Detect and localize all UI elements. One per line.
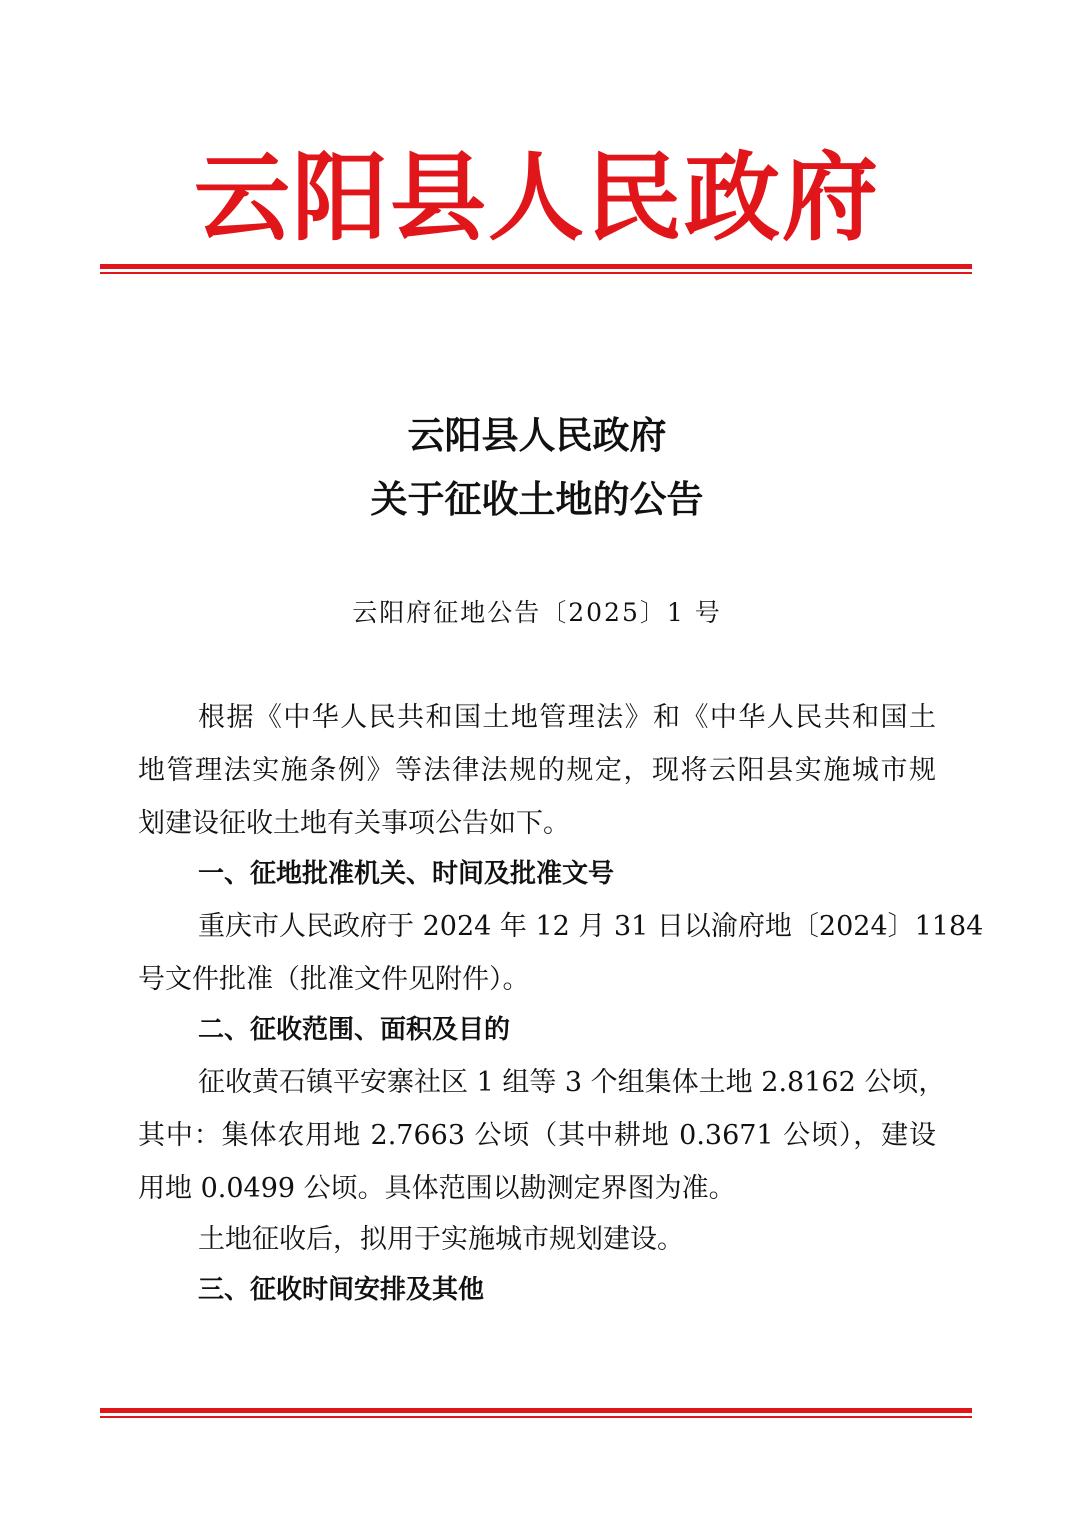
section-1-heading: 一、征地批准机关、时间及批准文号 xyxy=(198,859,615,889)
intro-line-1: 根据《中华人民共和国土地管理法》和《中华人民共和国土 xyxy=(198,702,936,733)
intro-line-3: 划建设征收土地有关事项公告如下。 xyxy=(138,808,570,839)
section-2-heading: 二、征收范围、面积及目的 xyxy=(198,1015,511,1045)
footer-divider-thin xyxy=(100,1416,972,1418)
section-2-para-1-line-2: 其中：集体农用地 2.7663 公顷（其中耕地 0.3671 公顷），建设 xyxy=(138,1120,936,1151)
masthead-title: 云阳县人民政府 xyxy=(194,141,880,254)
document-number: 云阳府征地公告〔2025〕1 号 xyxy=(352,598,722,627)
footer-divider-thick xyxy=(100,1408,972,1413)
section-1-line-1: 重庆市人民政府于 2024 年 12 月 31 日以渝府地〔2024〕1184 xyxy=(198,911,984,942)
masthead-divider-thick xyxy=(100,264,972,269)
document-title-line-1: 云阳县人民政府 xyxy=(407,414,667,457)
document-title-line-2: 关于征收土地的公告 xyxy=(370,478,704,521)
masthead-divider-thin xyxy=(100,272,972,274)
section-2-para-2: 土地征收后，拟用于实施城市规划建设。 xyxy=(198,1224,684,1255)
section-3-heading: 三、征收时间安排及其他 xyxy=(198,1275,485,1305)
intro-line-2: 地管理法实施条例》等法律法规的规定，现将云阳县实施城市规 xyxy=(138,755,936,786)
section-2-para-1-line-3: 用地 0.0499 公顷。具体范围以勘测定界图为准。 xyxy=(138,1173,736,1204)
section-2-para-1-line-1: 征收黄石镇平安寨社区 1 组等 3 个组集体土地 2.8162 公顷， xyxy=(198,1067,946,1098)
section-1-line-2: 号文件批准（批准文件见附件）。 xyxy=(138,964,530,995)
